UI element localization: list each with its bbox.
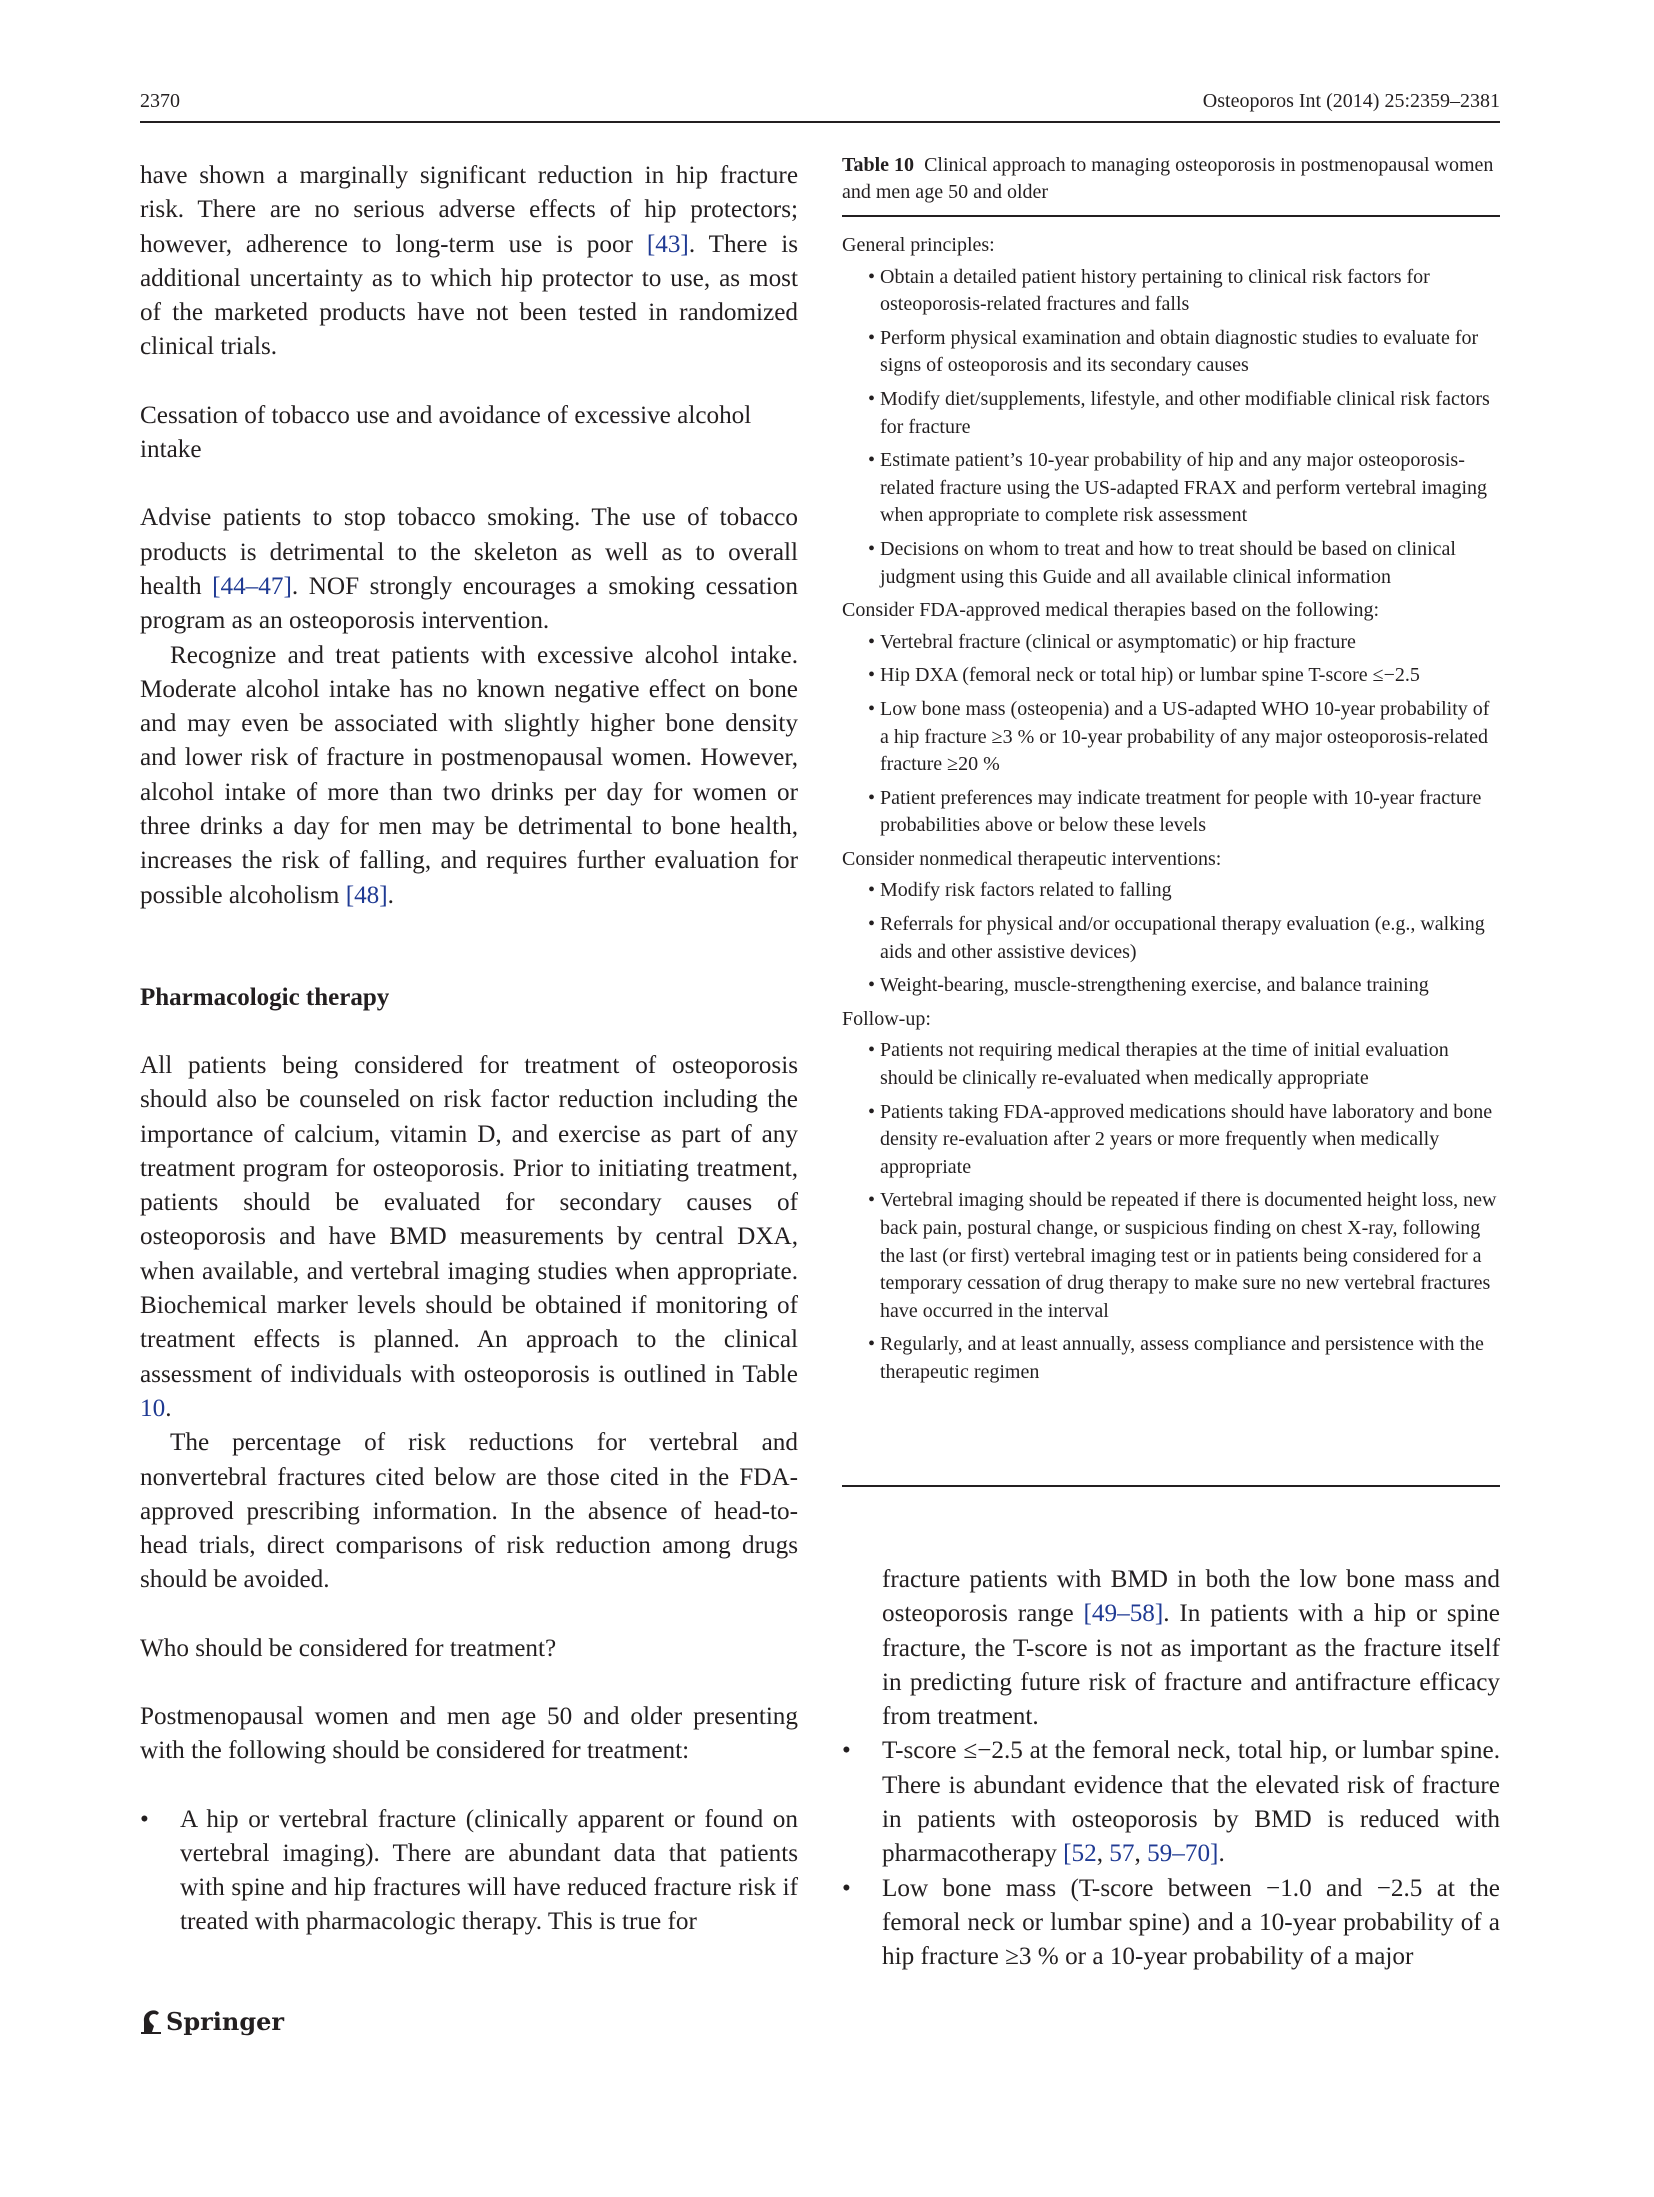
table-item-text: Vertebral imaging should be repeated if there is documented height loss, new back pain, postural change, or suspicious finding on chest X-ray, following the last (or first) vertebral imaging test or in patients being considered for a temporary cessation of drug therapy to make sure no new vertebral fractures have occurred in the interval <box>880 1189 1497 1322</box>
text-run: A hip or vertebral fracture (clinically apparent or found on vertebral imaging). There are abundant data that patients with spine and hip fractures will have reduced fracture risk if treated with pharmacologic therapy. This is true for <box>180 1805 798 1936</box>
bullet-symbol: • <box>868 1039 876 1062</box>
citation-link[interactable]: [52 <box>1063 1840 1097 1868</box>
citation-link[interactable]: 57 <box>1109 1840 1135 1868</box>
bullet-symbol: • <box>868 326 876 349</box>
header-rule <box>140 121 1500 123</box>
paragraph <box>140 1049 798 1426</box>
section-heading-pharmacologic: Pharmacologic therapy <box>140 983 390 1011</box>
table-section-list <box>842 877 1500 999</box>
table-item-text: Referrals for physical and/or occupational therapy evaluation (e.g., walking aids and other assistive devices) <box>880 913 1485 963</box>
text-run: . In patients with a hip or spine fracture, the T-score is not as important as the fracture itself in predicting future risk of fracture and antifracture efficacy from treatment. <box>882 1600 1500 1731</box>
subheading-tobacco: Cessation of tobacco use and avoidance of excessive alcohol intake <box>140 401 752 464</box>
table-list-item <box>842 662 1500 690</box>
text-run: Low bone mass (T-score between −1.0 and −2.5 at the femoral neck or lumbar spine) and a 10-year probability of a hip fracture ≥3 % or a 10-year probability of a major <box>882 1874 1500 1971</box>
paragraph <box>140 1426 798 1597</box>
bullet-symbol: • <box>868 537 876 560</box>
bullet-list <box>842 1563 1500 1975</box>
table-list-item <box>842 264 1500 319</box>
table-section-heading: General principles: <box>842 234 995 256</box>
bullet-symbol: • <box>868 1189 876 1212</box>
right-column <box>842 1563 1500 1975</box>
bullet-symbol: • <box>868 387 876 410</box>
table-section-heading: Consider FDA-approved medical therapies based on the following: <box>842 599 1380 622</box>
bullet-list <box>140 1803 798 1940</box>
table-caption-text: Clinical approach to managing osteoporosis in postmenopausal women and men age 50 and older <box>842 154 1494 203</box>
springer-horse-icon <box>140 2008 162 2034</box>
table-item-text: Modify diet/supplements, lifestyle, and other modifiable clinical risk factors for fracture <box>880 387 1490 438</box>
table-section-list <box>842 1037 1500 1386</box>
citation-link[interactable]: 10 <box>140 1394 166 1422</box>
table-item-text: Patients taking FDA-approved medications should have laboratory and bone density re-evaluation after 2 years or more frequently when medically appropriate <box>880 1100 1493 1178</box>
bullet-symbol: • <box>868 913 876 936</box>
paragraph <box>140 501 798 638</box>
paragraph <box>140 639 798 913</box>
table-item-text: Estimate patient’s 10-year probability of hip and any major osteoporosis-related fracture using the US-adapted FRAX and perform vertebral imaging when appropriate to complete risk assessment <box>880 449 1488 527</box>
table-item-text: Perform physical examination and obtain diagnostic studies to evaluate for signs of osteoporosis and its secondary causes <box>880 326 1479 377</box>
table-item-text: Vertebral fracture (clinical or asymptomatic) or hip fracture <box>880 630 1356 653</box>
paragraph <box>140 1700 798 1769</box>
bullet-symbol: • <box>868 1100 876 1123</box>
table-list-item <box>842 1187 1500 1325</box>
publisher-logo <box>140 2007 284 2036</box>
table-list-item <box>842 536 1500 591</box>
list-item <box>842 1563 1500 1734</box>
table-list-item <box>842 629 1500 657</box>
bullet-symbol: • <box>868 974 876 997</box>
table-item-text: Low bone mass (osteopenia) and a US-adapted WHO 10-year probability of a hip fracture ≥3 % or 10-year probability of any major osteoporosis-related fracture ≥20 % <box>880 697 1490 776</box>
bullet-symbol: • <box>140 1805 149 1833</box>
table-label: Table 10 <box>842 154 915 176</box>
citation-link[interactable]: [49–58] <box>1083 1600 1164 1628</box>
publisher-name: Springer <box>166 2007 285 2036</box>
paragraph <box>140 159 798 365</box>
text-run: Recognize and treat patients with excessive alcohol intake. Moderate alcohol intake has no known negative effect on bone and may even be associated with slightly higher bone density and lower risk of fracture in postmenopausal women. However, alcohol intake of more than two drinks per day for women or three drinks a day for men may be detrimental to bone health, increases the risk of falling, and requires further evaluation for possible alcoholism <box>140 641 798 909</box>
bullet-symbol: • <box>868 630 876 653</box>
table-list-item <box>842 911 1500 966</box>
list-item-text <box>882 1737 1500 1867</box>
list-item-text <box>882 1875 1500 1971</box>
table-list-item <box>842 1037 1500 1092</box>
table-item-text: Patients not requiring medical therapies at the time of initial evaluation should be clinically re-evaluated when medically appropriate <box>880 1039 1449 1090</box>
list-item-text <box>882 1566 1500 1730</box>
table-section-heading: Follow-up: <box>842 1007 931 1030</box>
running-header: Osteoporos Int (2014) 25:2359–2381 <box>1202 90 1500 112</box>
table-top-rule <box>842 215 1500 217</box>
table-list-item <box>842 325 1500 380</box>
table-list-item <box>842 447 1500 530</box>
table-item-text: Modify risk factors related to falling <box>880 879 1172 902</box>
table-bottom-rule <box>842 1485 1500 1487</box>
list-item <box>842 1872 1500 1975</box>
bullet-symbol: • <box>868 449 876 472</box>
table-list-item <box>842 877 1500 905</box>
citation-link[interactable]: [48] <box>345 881 388 909</box>
table-item-text: Weight-bearing, muscle-strengthening exercise, and balance training <box>880 974 1429 997</box>
text-run: , <box>1096 1840 1110 1868</box>
text-run: The percentage of risk reductions for vertebral and nonvertebral fractures cited below are those cited in the FDA-approved prescribing information. In the absence of head-to-head trials, direct comparisons of risk reduction among drugs should be avoided. <box>140 1429 798 1594</box>
left-column <box>140 159 798 1940</box>
text-run: have shown a marginally significant reduction in hip fracture risk. There are no serious adverse effects of hip protectors; however, adherence to long-term use is poor <box>140 162 798 258</box>
citation-link[interactable]: [43] <box>646 230 689 258</box>
bullet-symbol: • <box>868 1333 876 1356</box>
table-list-item <box>842 1331 1500 1386</box>
subheading-who: Who should be considered for treatment? <box>140 1634 557 1662</box>
table-list-item <box>842 972 1500 1000</box>
page-number: 2370 <box>140 90 180 112</box>
table-item-text: Patient preferences may indicate treatment for people with 10-year fracture probabilities above or below these levels <box>880 786 1482 837</box>
table-list-item <box>842 386 1500 441</box>
text-run: . <box>387 881 394 909</box>
citation-link[interactable]: 59–70] <box>1147 1840 1219 1868</box>
text-run: . <box>165 1394 172 1422</box>
citation-link[interactable]: [44–47] <box>212 572 292 600</box>
table-list-item <box>842 785 1500 840</box>
list-item <box>842 1734 1500 1871</box>
table-caption <box>842 152 1500 206</box>
bullet-symbol: • <box>868 879 876 902</box>
bullet-symbol: • <box>842 1737 851 1765</box>
text-run: . There is additional uncertainty as to which hip protector to use, as most of the marketed products have not been tested in randomized clinical trials. <box>140 230 799 361</box>
list-item-text <box>180 1806 798 1936</box>
list-item <box>140 1803 798 1940</box>
text-run: fracture patients with BMD in both the low bone mass and osteoporosis range <box>882 1566 1500 1628</box>
text-run: T-score ≤−2.5 at the femoral neck, total hip, or lumbar spine. There is abundant evidence that the elevated risk of fracture in patients with osteoporosis by BMD is reduced with pharmacotherapy <box>882 1737 1500 1868</box>
text-run: . <box>1218 1840 1225 1868</box>
text-run: Advise patients to stop tobacco smoking. The use of tobacco products is detrimental to the skeleton as well as to overall health <box>140 504 798 600</box>
text-run: . NOF strongly encourages a smoking cessation program as an osteoporosis intervention. <box>140 572 798 635</box>
table-section-heading: Consider nonmedical therapeutic interventions: <box>842 847 1222 870</box>
table-item-text: Obtain a detailed patient history pertaining to clinical risk factors for osteoporosis-related fractures and falls <box>880 265 1430 316</box>
bullet-symbol: • <box>868 786 876 809</box>
table-section-list <box>842 264 1500 592</box>
bullet-symbol: • <box>868 664 876 687</box>
table-10 <box>842 232 1500 1393</box>
text-run: Postmenopausal women and men age 50 and older presenting with the following should be considered for treatment: <box>140 1702 798 1765</box>
table-item-text: Decisions on whom to treat and how to treat should be based on clinical judgment using this Guide and all available clinical information <box>880 537 1456 588</box>
table-item-text: Hip DXA (femoral neck or total hip) or lumbar spine T-score ≤−2.5 <box>880 664 1420 687</box>
table-list-item <box>842 1099 1500 1182</box>
text-run: All patients being considered for treatment of osteoporosis should also be counseled on risk factor reduction including the importance of calcium, vitamin D, and exercise as part of any treatment program for osteoporosis. Prior to initiating treatment, patients should be evaluated for secondary causes of osteoporosis and have BMD measurements by central DXA, when available, and vertebral imaging studies when appropriate. Biochemical marker levels should be obtained if monitoring of treatment effects is planned. An approach to the clinical assessment of individuals with osteoporosis is outlined in Table <box>140 1051 798 1388</box>
text-run: , <box>1134 1840 1148 1868</box>
table-list-item <box>842 696 1500 779</box>
bullet-symbol: • <box>868 697 876 720</box>
table-item-text: Regularly, and at least annually, assess compliance and persistence with the therapeutic regimen <box>880 1333 1484 1383</box>
table-section-list <box>842 629 1500 840</box>
bullet-symbol: • <box>868 265 876 288</box>
bullet-symbol: • <box>842 1874 851 1902</box>
